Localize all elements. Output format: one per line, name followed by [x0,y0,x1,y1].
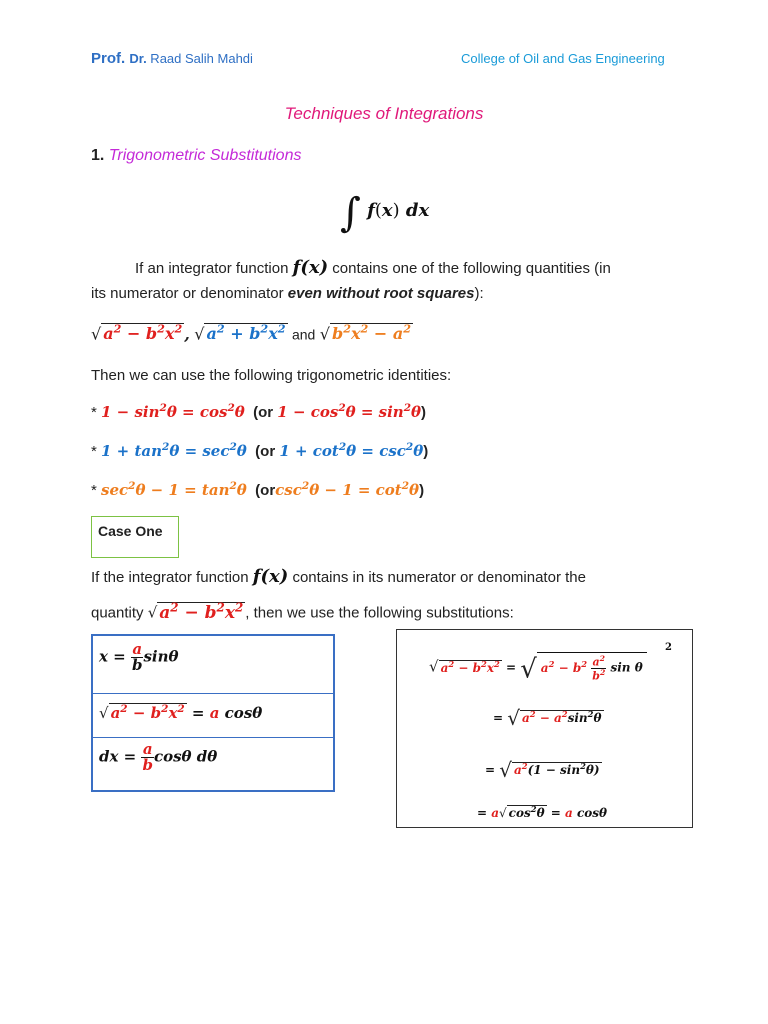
quantities-line: √ $a^2 - b^2x^2$ , √ $a^2 + b^2x^2$ and √ $b^2x^2 - a^2$ [91,322,412,344]
page-title: Techniques of Integrations [284,104,484,123]
derivation-step-3: = √ $a^2(1 - \sin^2\theta)$ [485,758,600,782]
college-header: College of Oil and Gas Engineering [461,51,665,66]
identity-3: * $\sec^2\theta - 1 = \tan^2\theta$ $(orcsc^2\theta - 1 = \cot^2\theta)$ [91,480,425,499]
case-one-box: Case One [91,516,179,558]
emphasis-text: even without root squares [287,285,475,302]
substitution-table [91,634,335,792]
author-name: Raad Salih Mahdi [146,51,253,66]
intro-line-2: its numerator or denominator even without root squares): [91,285,484,302]
derivation-step-4: = a√ $\cos^2\theta = a$ cosθ [477,804,608,820]
derivation-step-1: √ $a^2 - b^2x^2$ = √ $a^2 - b^2$ $\frac{a^2}{b^2}$ sin θ 2 [429,642,672,685]
case-line-2: quantity √ $a^2 - b^2x^2$ , then we use the following substitutions: [91,600,514,623]
derivation-box [396,629,693,828]
section-label: Trigonometric Substitutions [108,147,302,164]
author-dr: Dr. [129,51,147,66]
identity-1: * $1 - \sin^2\theta = \cos^2\theta$ (or $1 - \cos^2\theta = \sin^2\theta$) [91,402,427,421]
integral-expression: ∫ f(x) dx [340,190,430,236]
intro-line-1: If an integrator function f(x) contains one of the following quantities (in [135,257,611,278]
substitution-x: x = $\frac{a}{b}$ sinθ [93,636,333,694]
substitution-dx: dx = $\frac{a}{b}$ cosθ dθ [99,740,218,774]
case-line-1: If the integrator function f(x) contains in its numerator or denominator the [91,566,586,587]
then-line: Then we can use the following trigonometric identities: [91,367,452,384]
author-header [91,50,253,67]
section-heading [91,147,301,165]
identity-2: * $1 + \tan^2\theta = \sec^2\theta$ (or $1 + \cot^2\theta = \csc^2\theta$) [91,441,429,460]
substitution-root: √ $a^2 - b^2x^2 = a$ cosθ [93,694,333,738]
derivation-step-2: = √ $a^2 - a^2\sin^2\theta$ [493,706,602,730]
author-prefix: Prof. [91,50,130,67]
section-number: 1. [91,147,105,164]
